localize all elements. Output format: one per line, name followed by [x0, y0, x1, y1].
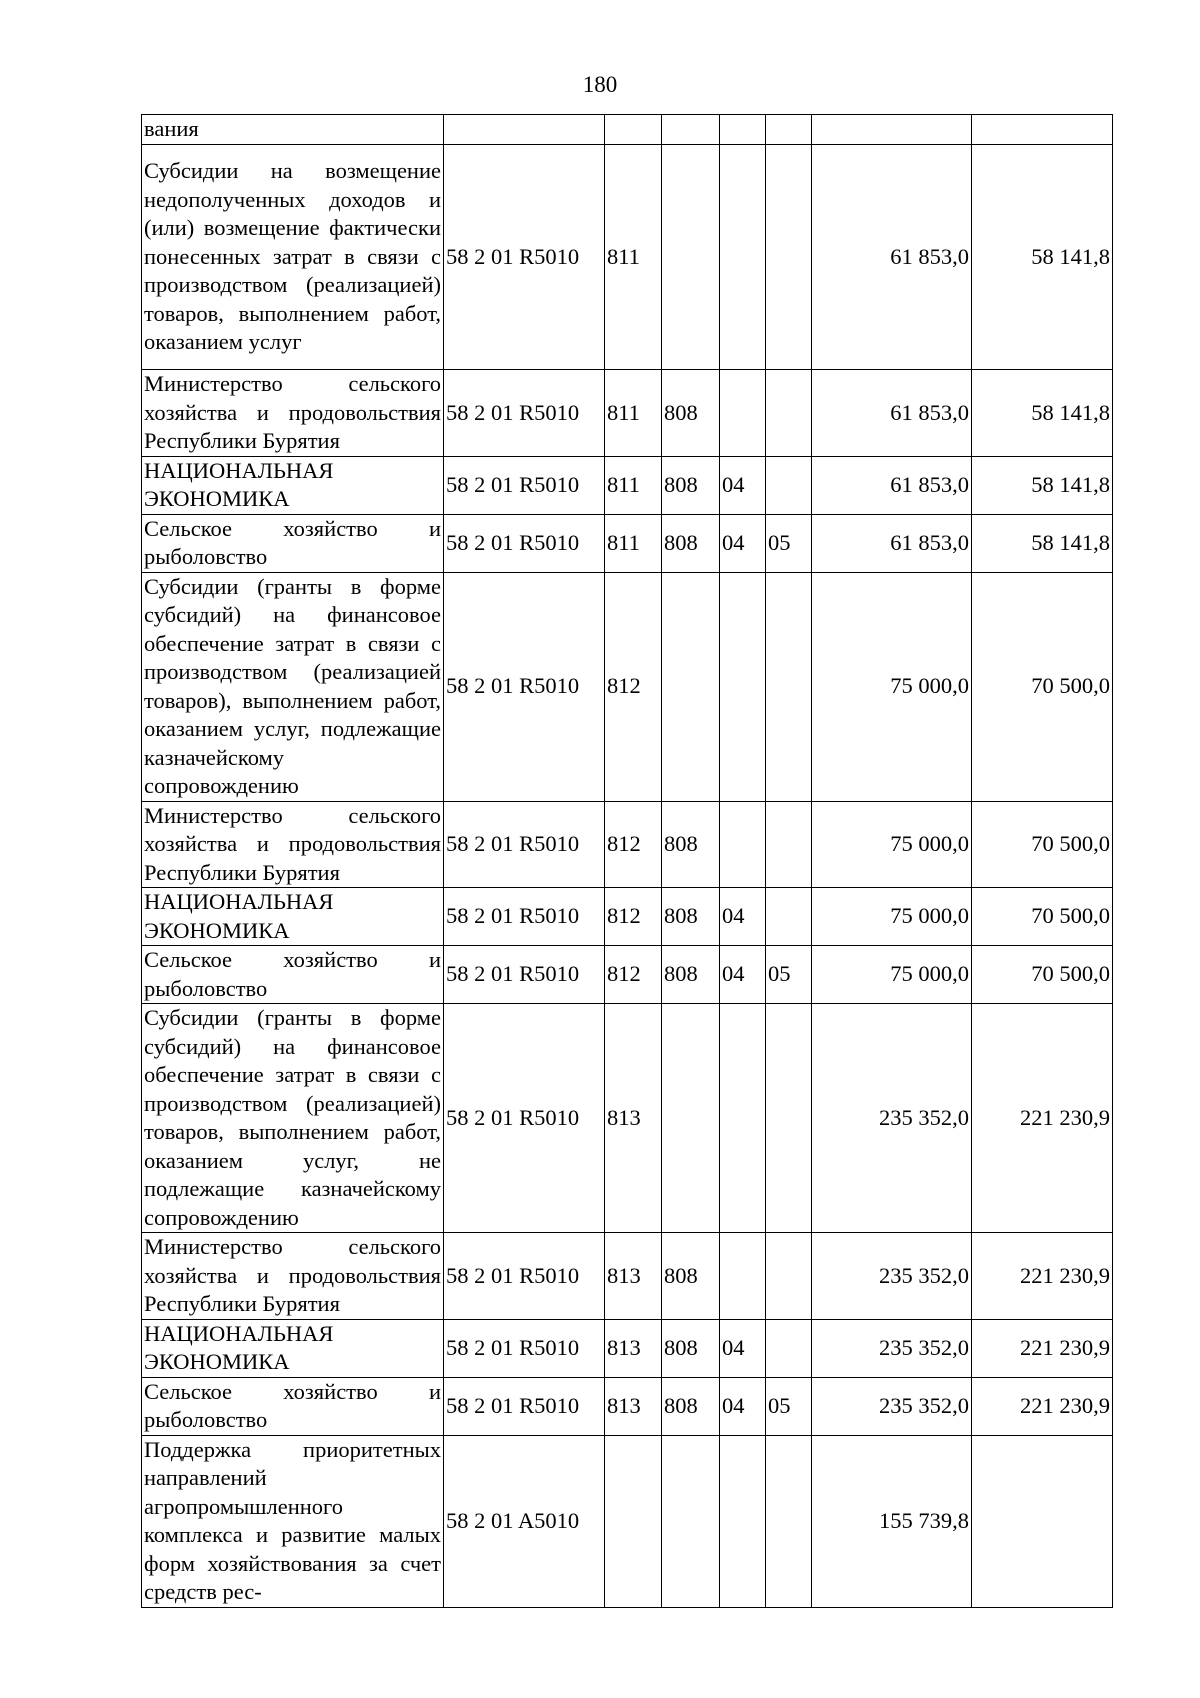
- cell-subsection: 05: [766, 514, 812, 572]
- cell-target-code: 58 2 01 R5010: [444, 1377, 605, 1435]
- cell-grbs: [662, 145, 720, 370]
- cell-subsection: [766, 888, 812, 946]
- cell-subsection: [766, 370, 812, 457]
- cell-name: НАЦИОНАЛЬНАЯ ЭКОНОМИКА: [142, 1319, 444, 1377]
- cell-amount-2: 221 230,9: [972, 1377, 1113, 1435]
- cell-grbs: 808: [662, 1319, 720, 1377]
- cell-amount-1: 61 853,0: [812, 514, 972, 572]
- page-number: 180: [582, 72, 618, 97]
- cell-name: НАЦИОНАЛЬНАЯ ЭКОНОМИКА: [142, 456, 444, 514]
- cell-target-code: 58 2 01 A5010: [444, 1435, 605, 1607]
- cell-section: 04: [720, 888, 766, 946]
- cell-name: Субсидии на возмещение недополученных доходов и (или) возмещение фактически понесенных затрат в связи с производством (реализацией) товаров, выполнением работ, оказанием услуг: [142, 145, 444, 370]
- cell-expense-type: 813: [605, 1004, 662, 1233]
- table-row: [142, 1233, 1113, 1320]
- cell-name: Сельское хозяйство и рыболовство: [142, 514, 444, 572]
- cell-subsection: 05: [766, 1377, 812, 1435]
- cell-expense-type: [605, 115, 662, 145]
- budget-table-body: [142, 115, 1113, 1608]
- cell-amount-2: 221 230,9: [972, 1233, 1113, 1320]
- cell-amount-1: 61 853,0: [812, 145, 972, 370]
- cell-target-code: 58 2 01 R5010: [444, 1233, 605, 1320]
- cell-expense-type: 813: [605, 1233, 662, 1320]
- cell-amount-1: 75 000,0: [812, 572, 972, 801]
- cell-amount-2: [972, 115, 1113, 145]
- cell-expense-type: 812: [605, 946, 662, 1004]
- cell-amount-1: 61 853,0: [812, 370, 972, 457]
- table-row: [142, 370, 1113, 457]
- cell-expense-type: 811: [605, 145, 662, 370]
- table-row: [142, 145, 1113, 370]
- cell-name: Министерство сельского хозяйства и продовольствия Республики Бурятия: [142, 370, 444, 457]
- cell-name: НАЦИОНАЛЬНАЯ ЭКОНОМИКА: [142, 888, 444, 946]
- cell-section: 04: [720, 946, 766, 1004]
- table-row: [142, 946, 1113, 1004]
- cell-grbs: 808: [662, 801, 720, 888]
- cell-target-code: 58 2 01 R5010: [444, 888, 605, 946]
- cell-section: [720, 572, 766, 801]
- cell-target-code: [444, 115, 605, 145]
- cell-target-code: 58 2 01 R5010: [444, 1319, 605, 1377]
- cell-subsection: [766, 1435, 812, 1607]
- cell-amount-2: 58 141,8: [972, 456, 1113, 514]
- cell-grbs: [662, 572, 720, 801]
- cell-expense-type: 811: [605, 514, 662, 572]
- cell-name: Министерство сельского хозяйства и продовольствия Республики Бурятия: [142, 801, 444, 888]
- cell-subsection: [766, 801, 812, 888]
- cell-grbs: [662, 1004, 720, 1233]
- cell-name: Поддержка приоритетных направлений агропромышленного комплекса и развитие малых форм хозяйствования за счет средств рес-: [142, 1435, 444, 1607]
- cell-amount-1: 155 739,8: [812, 1435, 972, 1607]
- cell-grbs: [662, 115, 720, 145]
- cell-amount-1: 61 853,0: [812, 456, 972, 514]
- cell-subsection: [766, 145, 812, 370]
- cell-target-code: 58 2 01 R5010: [444, 801, 605, 888]
- table-row: [142, 1319, 1113, 1377]
- cell-subsection: [766, 115, 812, 145]
- cell-section: [720, 1435, 766, 1607]
- cell-section: 04: [720, 514, 766, 572]
- cell-subsection: [766, 1004, 812, 1233]
- table-row: [142, 115, 1113, 145]
- cell-amount-1: 235 352,0: [812, 1319, 972, 1377]
- cell-section: [720, 801, 766, 888]
- cell-name: Министерство сельского хозяйства и продовольствия Республики Бурятия: [142, 1233, 444, 1320]
- cell-amount-2: 70 500,0: [972, 572, 1113, 801]
- table-row: [142, 1435, 1113, 1607]
- cell-name: Сельское хозяйство и рыболовство: [142, 1377, 444, 1435]
- cell-amount-1: 235 352,0: [812, 1233, 972, 1320]
- cell-target-code: 58 2 01 R5010: [444, 946, 605, 1004]
- cell-expense-type: 812: [605, 801, 662, 888]
- cell-amount-1: [812, 115, 972, 145]
- cell-expense-type: 812: [605, 572, 662, 801]
- cell-grbs: 808: [662, 1377, 720, 1435]
- cell-expense-type: 813: [605, 1319, 662, 1377]
- cell-name: Субсидии (гранты в форме субсидий) на финансовое обеспечение затрат в связи с производством (реализацией товаров), выполнением работ, оказанием услуг, подлежащие казначейскому сопровождению: [142, 572, 444, 801]
- cell-amount-2: [972, 1435, 1113, 1607]
- cell-subsection: 05: [766, 946, 812, 1004]
- table-row: [142, 888, 1113, 946]
- cell-amount-2: 221 230,9: [972, 1004, 1113, 1233]
- cell-section: [720, 1233, 766, 1320]
- cell-grbs: 808: [662, 1233, 720, 1320]
- cell-target-code: 58 2 01 R5010: [444, 456, 605, 514]
- cell-grbs: 808: [662, 370, 720, 457]
- cell-subsection: [766, 572, 812, 801]
- cell-amount-2: 58 141,8: [972, 370, 1113, 457]
- cell-target-code: 58 2 01 R5010: [444, 1004, 605, 1233]
- cell-target-code: 58 2 01 R5010: [444, 145, 605, 370]
- cell-section: 04: [720, 456, 766, 514]
- cell-subsection: [766, 1233, 812, 1320]
- cell-name: вания: [142, 115, 444, 145]
- cell-subsection: [766, 456, 812, 514]
- cell-name: Субсидии (гранты в форме субсидий) на финансовое обеспечение затрат в связи с производством (реализацией) товаров, выполнением работ, оказанием услуг, не подлежащие казначейскому сопровождению: [142, 1004, 444, 1233]
- cell-amount-2: 58 141,8: [972, 145, 1113, 370]
- cell-grbs: [662, 1435, 720, 1607]
- cell-section: [720, 370, 766, 457]
- table-row: [142, 1377, 1113, 1435]
- cell-subsection: [766, 1319, 812, 1377]
- cell-amount-2: 221 230,9: [972, 1319, 1113, 1377]
- cell-amount-2: 58 141,8: [972, 514, 1113, 572]
- table-row: [142, 572, 1113, 801]
- cell-section: [720, 115, 766, 145]
- cell-amount-1: 75 000,0: [812, 946, 972, 1004]
- table-row: [142, 456, 1113, 514]
- cell-name: Сельское хозяйство и рыболовство: [142, 946, 444, 1004]
- cell-grbs: 808: [662, 888, 720, 946]
- cell-amount-1: 75 000,0: [812, 801, 972, 888]
- cell-expense-type: 811: [605, 370, 662, 457]
- cell-amount-1: 75 000,0: [812, 888, 972, 946]
- cell-grbs: 808: [662, 456, 720, 514]
- budget-table: [141, 114, 1113, 1608]
- cell-section: [720, 145, 766, 370]
- cell-target-code: 58 2 01 R5010: [444, 514, 605, 572]
- table-row: [142, 514, 1113, 572]
- cell-amount-1: 235 352,0: [812, 1377, 972, 1435]
- cell-amount-2: 70 500,0: [972, 946, 1113, 1004]
- cell-expense-type: 813: [605, 1377, 662, 1435]
- table-row: [142, 1004, 1113, 1233]
- cell-target-code: 58 2 01 R5010: [444, 370, 605, 457]
- cell-grbs: 808: [662, 946, 720, 1004]
- cell-expense-type: 812: [605, 888, 662, 946]
- cell-amount-1: 235 352,0: [812, 1004, 972, 1233]
- cell-target-code: 58 2 01 R5010: [444, 572, 605, 801]
- cell-amount-2: 70 500,0: [972, 888, 1113, 946]
- cell-section: [720, 1004, 766, 1233]
- cell-grbs: 808: [662, 514, 720, 572]
- table-row: [142, 801, 1113, 888]
- cell-expense-type: 811: [605, 456, 662, 514]
- cell-section: 04: [720, 1319, 766, 1377]
- cell-expense-type: [605, 1435, 662, 1607]
- cell-section: 04: [720, 1377, 766, 1435]
- cell-amount-2: 70 500,0: [972, 801, 1113, 888]
